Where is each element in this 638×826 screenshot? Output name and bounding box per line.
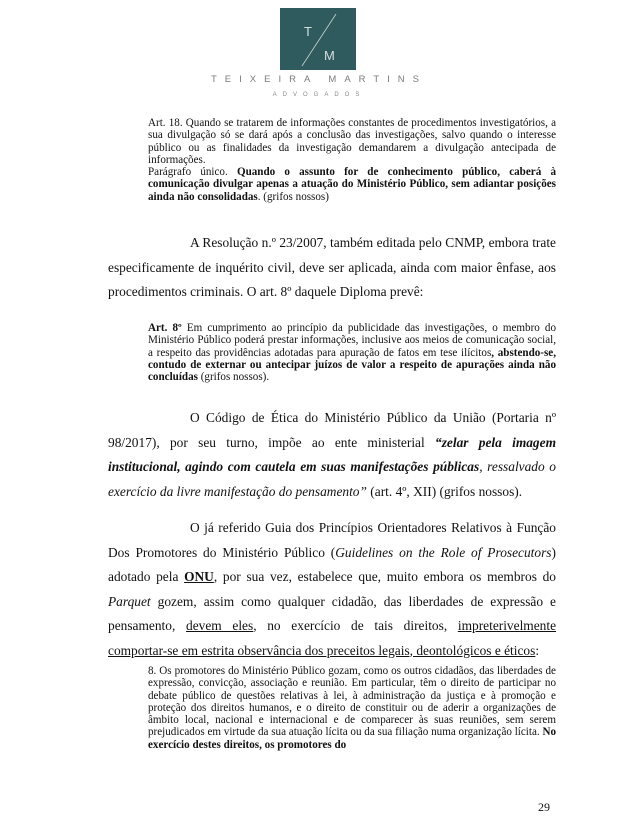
paragraph-codigo-etica: O Código de Ética do Ministério Público da União (Portaria nº 98/2017), por seu turno, impõe ao ente ministerial “zelar pela imagem institucional, agindo com cautela em suas manifestações públicas, ressalvado o exercício da livre manifestação do pensamento” (art. 4º, XII) (grifos nossos). bbox=[108, 410, 557, 499]
quote-art-18-text: Art. 18. Quando se tratarem de informações constantes de procedimentos investigatórios, a sua divulgação só se dará após a conclusão das investigações, salvo quando o interesse público ou as finalidades da investigação demandarem a divulgação antecipada de informações. bbox=[148, 117, 556, 166]
logo-mark bbox=[280, 8, 356, 70]
firm-subtitle: ADVOGADOS bbox=[272, 92, 366, 98]
paragraph-guia-onu: O já referido Guia dos Princípios Orientadores Relativos à Função Dos Promotores do Ministério Público (Guidelines on the Role of Prosecutors) adotado pela ONU, por sua vez, estabelece que, muito embora os membros do Parquet gozem, assim como qualquer cidadão, das liberdades de expressão e pensamento, devem eles, no exercício de tais direitos, impreterivelmente comportar-se em estrita observância dos preceitos legais, deontológicos e éticos: bbox=[108, 520, 557, 658]
page-number: 29 bbox=[538, 800, 550, 814]
paragraph-resolucao: A Resolução n.º 23/2007, também editada pelo CNMP, embora trate especificamente de inquérito civil, deve ser aplicada, ainda com maior ênfase, aos procedimentos criminais. O art. 8º daquele Diploma prevê: bbox=[108, 235, 556, 299]
firm-name: TEIXEIRA MARTINS bbox=[211, 74, 427, 85]
quote-art-8-text: Art. 8º Em cumprimento ao princípio da publicidade das investigações, o membro do Ministério Público poderá prestar informações, inclusive aos meios de comunicação social, a respeito das providências adotadas para apuração de fatos em tese ilícitos, abstendo-se, contudo de externar ou antecipar juízos de valor a respeito de apurações ainda não concluídas (grifos nossos). bbox=[148, 322, 557, 384]
quote-guidelines-8 bbox=[148, 665, 556, 751]
quote-art-8 bbox=[148, 322, 556, 383]
quote-guidelines-8-text: 8. Os promotores do Ministério Público gozam, como os outros cidadãos, das liberdades de expressão, convicção, associação e reunião. Em particular, têm o direito de participar no debate público de questões relativas à lei, à administração da justiça e à promoção e proteção dos direitos humanos, e o direito de constituir ou de aderir a organizações de âmbito local, nacional e internacional e de comparecer às suas reuniões, sem serem prejudicados em virtude da sua atuação lícita ou da sua filiação numa organização lícita. No exercício destes direitos, os promotores do bbox=[148, 665, 556, 751]
logo-monogram-icon bbox=[280, 8, 356, 70]
logo-letter-m: M bbox=[324, 48, 335, 63]
quote-art-18 bbox=[148, 117, 556, 203]
quote-paragrafo-unico: Parágrafo único. Quando o assunto for de conhecimento público, caberá à comunicação divulgar apenas a atuação do Ministério Público, sem adiantar posições ainda não consolidadas. (grifos nossos) bbox=[148, 166, 556, 203]
logo-letter-t: T bbox=[304, 24, 312, 39]
